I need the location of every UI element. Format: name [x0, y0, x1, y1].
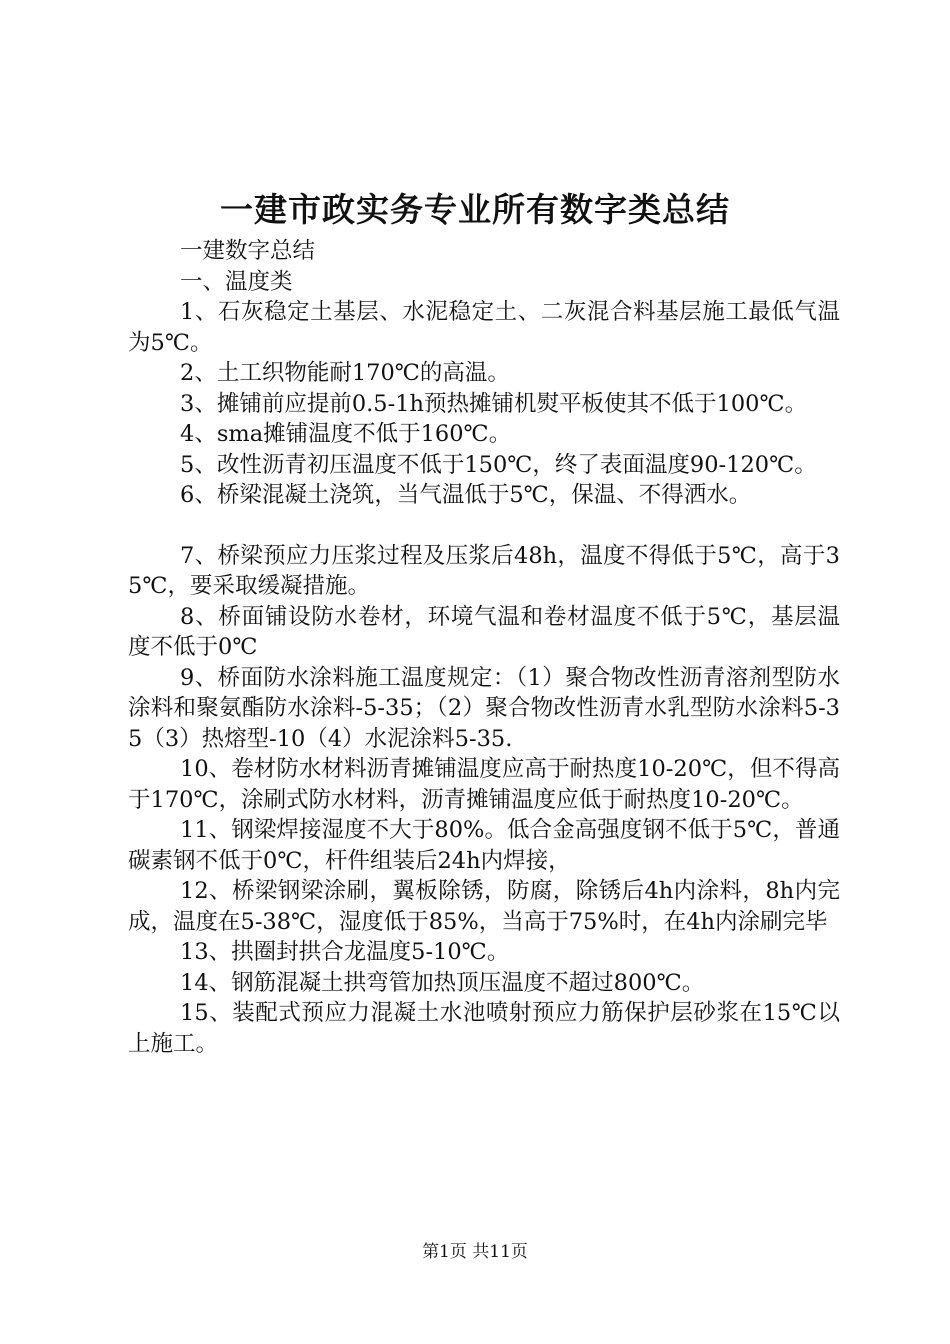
- paragraph-heading: 一建数字总结: [180, 238, 316, 264]
- paragraph-item: 4、sma摊铺温度不低于160℃。: [180, 421, 512, 447]
- paragraph-item: 5、改性沥青初压温度不低于150℃，终了表面温度90-120℃。: [180, 451, 817, 478]
- paragraph-item: 7、桥梁预应力压浆过程及压浆后48h，温度不得低于5℃，高于35℃，要采取缓凝措施。: [128, 542, 840, 599]
- paragraph-item: 11、钢梁焊接湿度不大于80%。低合金高强度钢不低于5℃，普通碳素钢不低于0℃，杆件组装后24h内焊接，: [128, 817, 840, 874]
- paragraph-item: 14、钢筋混凝土拱弯管加热顶压温度不超过800℃。: [180, 969, 705, 996]
- paragraph-item: 12、桥梁钢梁涂刷，翼板除锈，防腐，除锈后4h内涂料，8h内完成，温度在5-38℃，湿度低于85%，当高于75%时，在4h内涂刷完毕: [128, 878, 840, 935]
- paragraph-item: 15、装配式预应力混凝土水池喷射预应力筋保护层砂浆在15℃以上施工。: [128, 1000, 840, 1057]
- paragraph-item: 9、桥面防水涂料施工温度规定：（1）聚合物改性沥青溶剂型防水涂料和聚氨酯防水涂料-5-35；（2）聚合物改性沥青水乳型防水涂料5-35（3）热熔型-10（4）水泥涂料5-35.: [128, 664, 840, 752]
- paragraph-item: 13、拱圈封拱合龙温度5-10℃。: [180, 939, 510, 965]
- page-footer: 第1页 共11页: [422, 1242, 528, 1262]
- document-title: 一建市政实务专业所有数字类总结: [220, 190, 730, 229]
- paragraph-item: 1、石灰稳定土基层、水泥稳定土、二灰混合料基层施工最低气温为5℃。: [128, 299, 840, 356]
- document-body: [128, 236, 840, 1059]
- paragraph-item: 6、桥梁混凝土浇筑，当气温低于5℃，保温、不得洒水。: [180, 482, 752, 508]
- paragraph-section: 一、温度类: [180, 268, 293, 295]
- paragraph-item: 2、土工织物能耐170℃的高温。: [180, 360, 510, 386]
- paragraph-item: 10、卷材防水材料沥青摊铺温度应高于耐热度10-20℃，但不得高于170℃，涂刷式防水材料，沥青摊铺温度应低于耐热度10-20℃。: [128, 756, 840, 813]
- paragraph-item: 8、桥面铺设防水卷材，环境气温和卷材温度不低于5℃，基层温度不低于0℃: [128, 603, 840, 660]
- paragraph-item: 3、摊铺前应提前0.5-1h预热摊铺机熨平板使其不低于100℃。: [180, 390, 808, 417]
